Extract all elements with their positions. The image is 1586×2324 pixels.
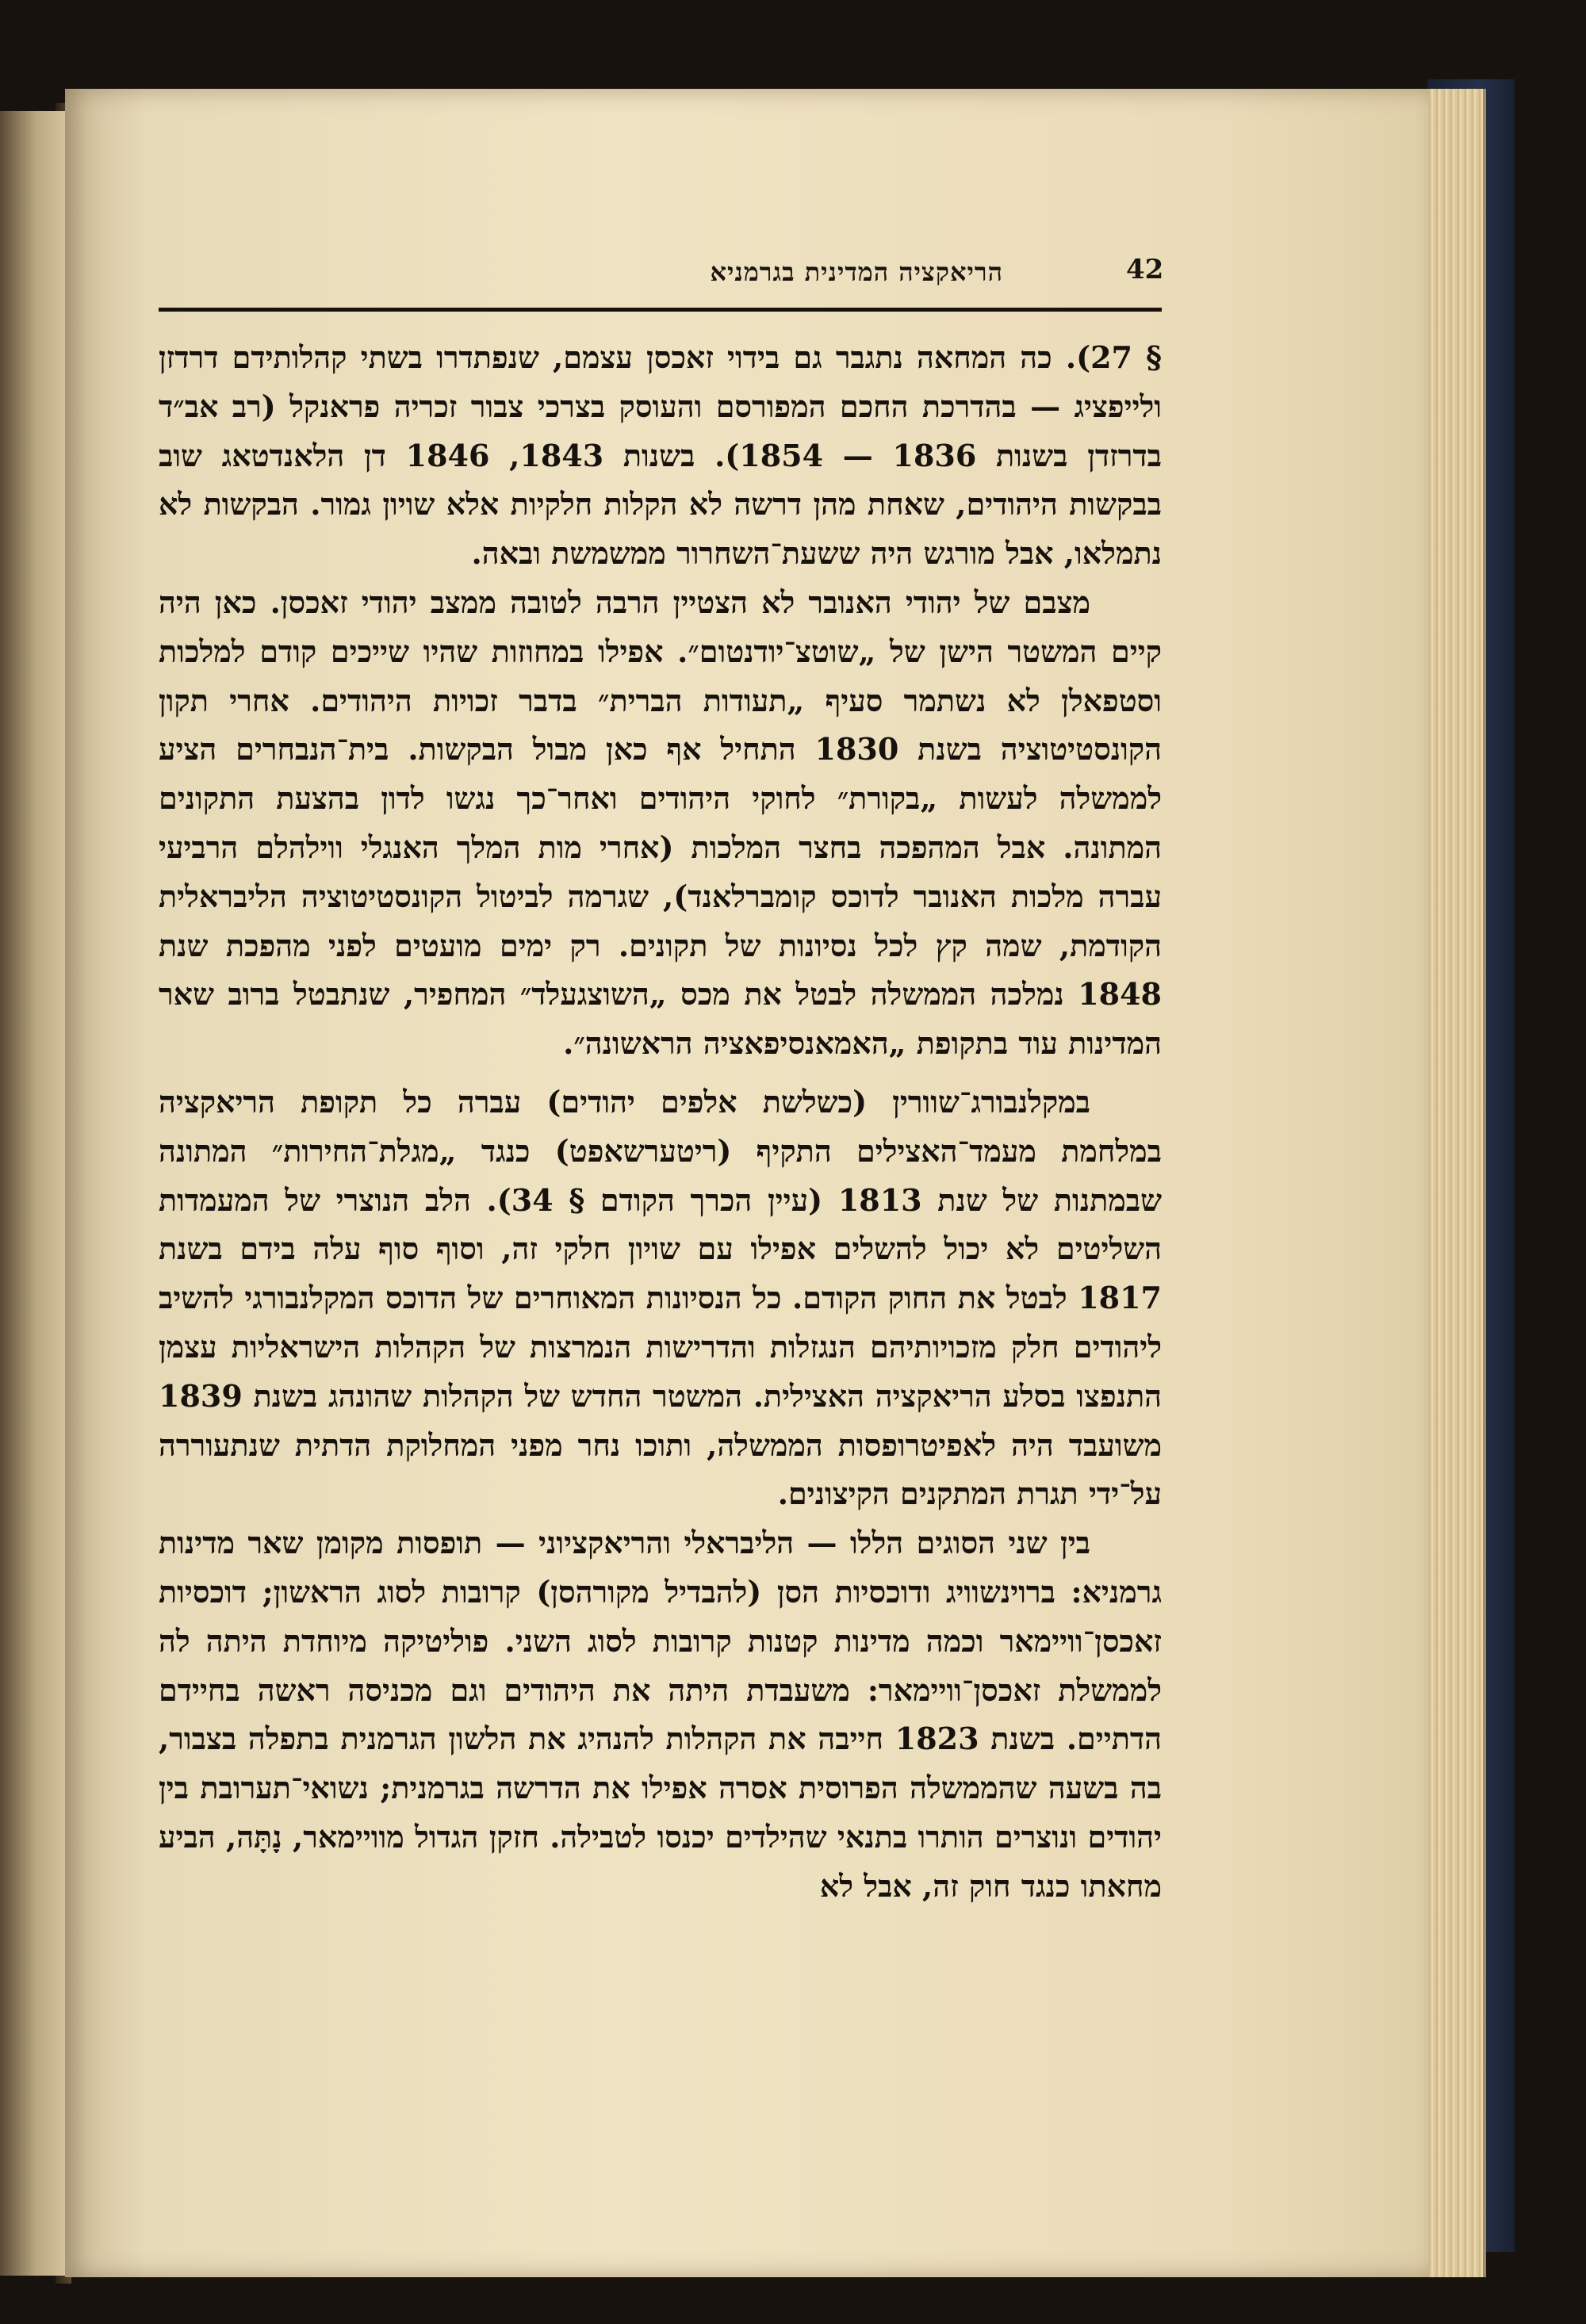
facing-page-edge [0,111,65,2276]
page-number: 42 [1126,254,1164,285]
paragraph: § 27). כה המחאה נתגבר גם בידוי זאכסן עצמם, שנפתדרו בשתי קהלותידם דרדזן ולייפציג — בהדרכת החכם המפורסם והעוסק בצרכי צבור זכריה פראנקל (רב אב״ד בדרזדן בשנות 1836 — 1854). בשנות 1843, 1846 דן הלאנדטאג שוב בבקשות היהודים, שאחת מהן דרשה לא הקלות חלקיות אלא שויון גמור. הבקשות לא נתמלאו, אבל מורגש היה ששעת־השחרור ממשמשת ובאה. [159,339,1163,572]
running-title: הריאקציה המדינית בגרמניא [710,257,1003,287]
paragraph: במקלנבורג־שוורין (כשלשת אלפים יהודים) עברה כל תקופת הריאקציה במלחמת מעמד־האצילים התקיף (ריטערשאפט) כנגד „מגלת־החירות״ המתונה שבמתנות של שנת 1813 (עיין הכרך הקודם § 34). הלב הנוצרי של המעמדות השליטים לא יכול להשלים אפילו עם שויון חלקי זה, וסוף סוף עלה בידם בשנת 1817 לבטל את החוק הקודם. כל הנסיונות המאוחרים של הדוכס המקלנבורגי להשיב ליהודים חלק מזכויותיהם הנגזלות והדרישות הנמרצות של הקהלות הישראליות עצמן התנפצו בסלע הריאקציה האצילית. המשטר החדש של הקהלות שהונהג בשנת 1839 משועבד היה לאפיטרופסות הממשלה, ותוכו נחר מפני המחלוקת הדתית שנתעוררה על־ידי תגרת המתקנים הקיצונים. [159,1083,1162,1512]
paragraph: מצבם של יהודי האנובר לא הצטיין הרבה לטובה ממצב יהודי זאכסן. כאן היה קיים המשטר הישן של „שוטצ־יודנטום״. אפילו במחוזות שהיו שייכים קודם למלכות וסטפאלן לא נשתמר סעיף „תעודות הברית״ בדבר זכויות היהודים. אחרי תקון הקונסטיטוציה בשנת 1830 התחיל אף כאן מבול הבקשות. בית־הנבחרים הציע לממשלה לעשות „בקורת״ לחוקי היהודים ואחר־כך נגשו לדון בהצעת התקונים המתונה. אבל המהפכה בחצר המלכות (אחרי מות המלך האנגלי ווילהלם הרביעי עברה מלכות האנובר לדוכס קומברלאנד), שגרמה לביטול הקונסטיטוציה הליבראלית הקודמת, שמה קץ לכל נסיונות של תקונים. רק ימים מועטים לפני מהפכת שנת 1848 נמלכה הממשלה לבטל את מכס „השוצגעלד״ המחפיר, שנתבטל ברוב שאר המדינות עוד בתקופת „האמאנסיפאציה הראשונה״. [159,584,1162,1062]
body-text [159,333,1162,1998]
page-header [159,254,1162,301]
paragraph: בין שני הסוגים הללו — הליבראלי והריאקציוני — תופסות מקומן שאר מדינות גרמניא: ברוינשוויג ודוכסיות הסן (להבדיל מקורהסן) קרובות לסוג הראשון; דוכסיות זאכסן־וויימאר וכמה מדינות קטנות קרובות לסוג השני. פוליטיקה מיוחדת היתה לה לממשלת זאכסן־וויימאר: משעבדת היתה את היהודים וגם מכניסה ראשה בחיידם הדתיים. בשנת 1823 חייבה את הקהלות להנהיג את הלשון הגרמנית בתפלה בצבור, בה בשעה שהממשלה הפרוסית אסרה אפילו את הדרשה בגרמנית; נשואי־תערובת בין יהודים ונוצרים הותרו בתנאי שהילדים יכנסו לטבילה. חזקן הגדול מוויימאר, נָתָּה, הביע מחאתו כנגד חוק זה, אבל לא [159,1525,1163,1904]
header-rule [159,308,1162,312]
